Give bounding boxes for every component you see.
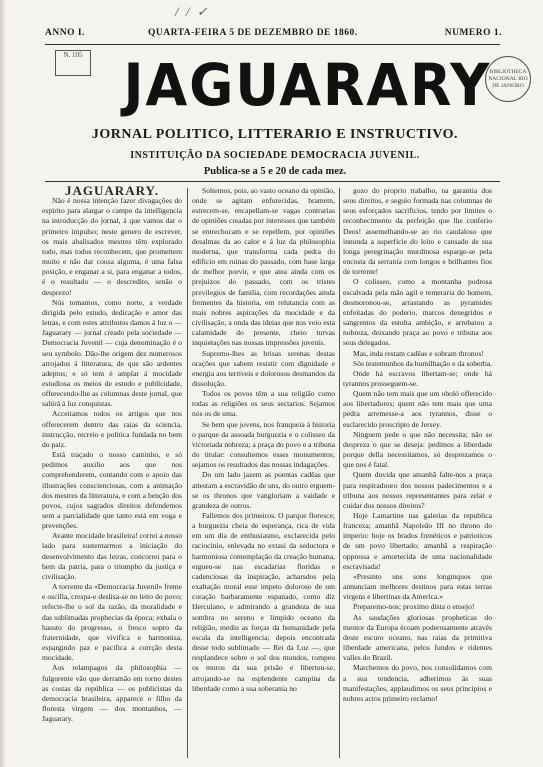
masthead-subtitle: JORNAL POLITICO, LITTERARIO E INSTRUCTIVO.: [91, 127, 459, 142]
column-divider-2: [339, 188, 340, 758]
issue-date: QUARTA-FEIRA 5 DE DEZEMBRO DE 1860.: [148, 28, 358, 38]
paragraph: Quem não tem mais que um oboló offerecido aos libertadores; quem não tem mais que uma pedra arremesse-a aos tyrannos, disse o esclarecido proscripto de Jersey.: [343, 389, 492, 429]
article-title: JAGUARARY.: [65, 186, 159, 198]
paragraph: Avante mocidade brasileira! correi a nosso lado para sustentarmos a iniciação do desenvolvimento das letras, concorrei para o bem da patria, para o triumpho da justiça e civilisação.: [42, 531, 182, 581]
library-seal-stamp: [485, 56, 531, 102]
paragraph: Hoje Lamartine nas galerias da republica franceza; amanhã Napoleão III no throno do imperio: hoje os brados frenéticos e patrioticos de um povo libertado; amanhã a respiração oppressa e amortecida de uma nacionalidade escravisada!: [343, 511, 492, 571]
paragraph: Não é nossa intenção fazer divagações do espirito para alargar o campo da intelligencia na introducção do jornal, á que vamos dar o primeiro impulso; neste genero de escrever, os mais abalisados mestres têm explorado tudo, mas todos reconhecem, que promettem muito e não dar cousa alguma, é uma falsa posição, e enganar a si, para enganar a todos, é o resultado — o descredito, senão o desprezo!: [42, 196, 182, 297]
issue-number: NUMERO 1.: [444, 28, 502, 38]
column-3: [343, 186, 492, 761]
paragraph: Mas, inda restam cadêas e sobram thronos!: [353, 348, 484, 358]
publication-schedule: Publica-se a 5 e 20 de cada mez.: [203, 166, 347, 177]
volume-label: ANNO I.: [45, 28, 85, 38]
paragraph: Acceitamos todos os artigos que nos offerecerem dentro das raias da sciencia, instrucção, recreio e politica fundada no bem do paiz.: [42, 409, 182, 449]
paragraph: Está traçado o nosso caminho, e só pedimos auxilio aos que nos comprehenderem, contando com o apoio das illustrações conscienciosas, com a animação dos mestres da litteratura, e com a benção dos povos, cujos sagrados direitos defendemos sem a parcialidade que tanto está em voga e prevenções.: [42, 450, 182, 531]
paragraph: Ninguem pede o que não necessita; não se despreza o que se deseja: pedimos a liberdade porque della necessitamos, só desprezamos o que nos é fatal.: [343, 429, 492, 470]
paragraph: Fallemos dos primeiros. O parque floresce; a burguezia cheia de esperança, rica de vida em um dia de enthusiasmo, exclarecida pelo raciocinio, enlevada no extasi da seductora e harmoniosa contemplação da creação humana, ergueu-se nas escadarias floridas e cadenciosas da inspiração, acharsdos pela exaltação moral esse impeto doloroso de um coração barbaramente espanado, como diz Herculano, e admirando a grandeza de sua sombra no sereno e limpido oceano da religião, mediu as forças da humanidade pela escala da intelligencia; depois encontrada desse todo sublimado — Rei da Luz —, que resplandece sobre o sol dos mundos, rompeu os muros da sua prisão e libertou-se, arrojando-se na esplendente campina da liberdade como a sua soberania no: [192, 511, 335, 693]
paragraph: Quem duvida que amanhã falte-nos a praça para respiradouro dos nossos padecimentos e a tribuna aos nossos representantes para zelar e cuidar dos nossos direitos?: [343, 470, 492, 510]
masthead-rule: [45, 181, 500, 182]
header-rule: [45, 44, 500, 45]
handwritten-marks: / / ✓: [175, 4, 210, 19]
column-divider-1: [187, 188, 188, 758]
paragraph: Marchemos do povo, nos consolidamos com a sua tendencia, adherimos ás suas manifestações, applaudimos os seus principios e nobres actos primeiro reclamo!: [343, 663, 492, 703]
paragraph: O colisseo, como a montanha podrosa escalvada pela mão agil e temeraria do homem, desmoronou-se, arrastando as pyramides enfeitadas do poderio, marcos denegridos e sangrentos da estulta ambição, e arrebatou a nobreza, deixando praça ao povo e tribuna aos seus delegados.: [343, 277, 492, 348]
paragraph: gozo do proprio trabalho, na garantia dos seus direitos, e seguio formada nas columnas de seus esforçados sacrificios, tendo por limites o reconhecimento da perfeição que lhe conferio Deos! assemelhando-se ao rio caudaloso que innunda a superficie do leito e cansado de sua longa peregrinação murdinosa esparge-se pela encosta da serrania com longos e brilhantes fios de torrente!: [343, 186, 492, 277]
paragraph: «Presinto uns sons longinquos que annunciam melhores destinos para estas terras virgens e libertinas da America.»: [343, 571, 492, 602]
paragraph: Onde há escravos libertam-se; onde há tyrannos prosseguem-se.: [343, 368, 492, 388]
column-1: [42, 186, 182, 761]
paragraph: A torrente da «Democracia Juvenil» freme e oscilla, crespa-e deslisa-se no leito do povo; refecte-lhe o sol da razão, da moralidade e das sublimadas prophecias da época; exhala o hausto do progresso, o fresco sopro da fraternidade, que vivifica e harmonisa, espargindo paz e pacifica a corrção desta mocidade.: [42, 582, 182, 663]
stamp-left-text: N. 105: [63, 51, 83, 59]
paragraph: Preparemo-nos; proximo dista o ensejo!: [353, 602, 475, 612]
paragraph: Se bem que jovens, nos franqueia á historia o parque da assoada burguezia e o colisseo da victoriada nobreza; a praça do povo e a tribuna do titular: consultemos esses monumentos; sejamos os resultados das nossas indagações.: [192, 419, 335, 470]
header-line: [45, 28, 502, 42]
paragraph: As saudações gloriosas propheticas do mentor da Europa écoam poderosamente através deste escuro oceano, nas raias da primitiva liberdade americana, pelos fundos e ridentes valles do Brazil.: [343, 612, 492, 663]
paragraph: Do um lado jazem as poentas cadêas que attestam a escravidão de uns, do outro erguem-se os thronos que vangloriam a vaidade e grandeza de outros.: [192, 470, 335, 510]
column-2: [192, 186, 335, 761]
page-edge-shadow: [0, 0, 6, 767]
institution-line: INSTITUIÇÃO DA SOCIEDADE DEMOCRACIA JUVENIL.: [130, 150, 420, 161]
stamp-right-text: BIBLIOTHECA NACIONAL RIO DE JANEIRO: [488, 68, 528, 89]
masthead-title: JAGUARARY: [123, 51, 492, 119]
paragraph: Nós tomamos, como norte, a verdade dirigida pelo estudo, dedicação e amor das letras, e com estes attributos damos á luz o — Jaguarary — jornal creado pela sociedade — Democracia Juvenil — cuja denominação é o seu symbolo. Dão-lhe origem dez numerosos arrojados á litteratura, de que são ardentes adeptos; e só tem é amplar á mocidade estudiosa os meios de estudo e publicidade, offerecendo-lhe as columnas deste jornal, que sahirá á luz conquistas.: [42, 297, 182, 409]
paragraph: Sós testemunhos da humilhação e da soberba.: [353, 358, 492, 368]
paragraph: Supremo-lhes as brisas serenas destas orações que sabem resistir com dignidade e energia aos terriveis e dolorosos desmandos da dissolução.: [192, 348, 335, 388]
archive-stamp-left: [55, 50, 91, 76]
paragraph: Soltemos, pois, ao vasto oceano da opinião, onde se agitam enfurecidas, bramem, estrecem-se, encapellam-se vagas contrarias de opiniões creadas por interesses que também se entrechocam e se repellem, por opiniões desalmas da ao calor e á luz da philosophia moderna, que transforma cada pedra do edificio em ruinas do passado, com base larga de melhor porvir, e que atea ainda com os prejuizos do passado, com os tristes previlegios de familia, com recordações ainda frementes da historia, em relutancia com as mais nobres aspirações da mocidade e da civilisação, a onda das ideias que nos veio esta calamidade do presente, cheio turvas inquietações nas nossas impressões juvenis.: [192, 186, 335, 348]
paragraph: Todos os povos têm a sua religião como todas as religiões os seus sectarios. Sejamos nós os de uma.: [192, 389, 335, 419]
paragraph: Aos relampagos da philosophia — fulgurente vão que derramão em torno destes as costas da república — os publicistas da democracia brasileira, apparece o filho da floresta virgem — dos montanhos, — Jaguarary.: [42, 663, 182, 724]
